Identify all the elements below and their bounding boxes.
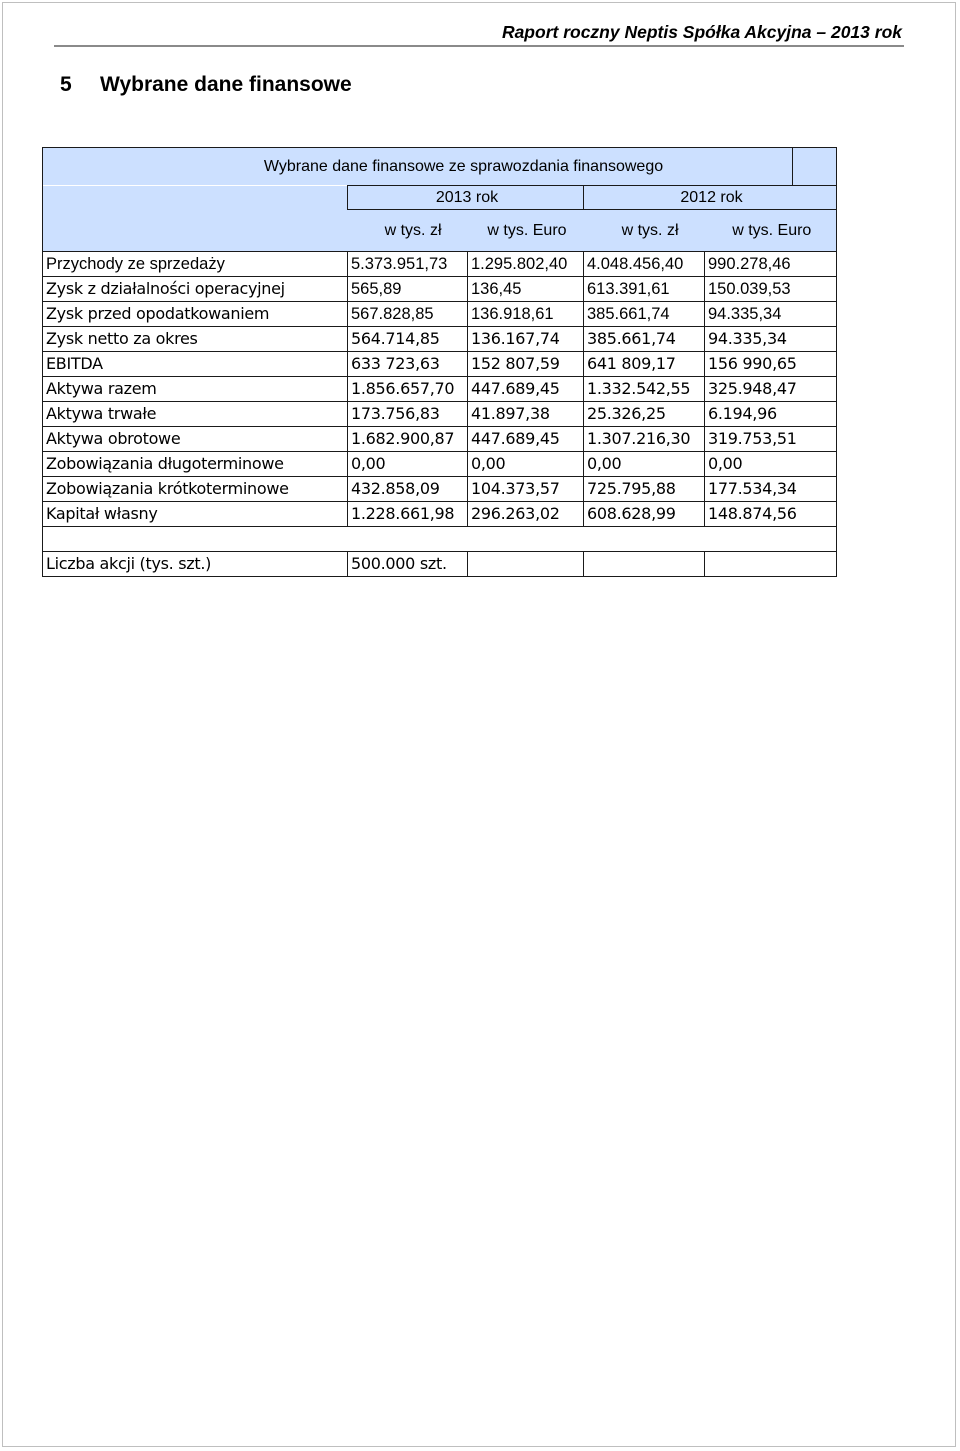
- table-cell: 173.756,83: [348, 402, 468, 427]
- table-corner-cell: [793, 148, 837, 186]
- table-cell: 565,89: [348, 277, 468, 302]
- row-label: Zysk netto za okres: [43, 327, 348, 352]
- shares-label: Liczba akcji (tys. szt.): [43, 552, 348, 577]
- row-label: Aktywa razem: [43, 377, 348, 402]
- spacer-row: [43, 527, 837, 552]
- table-cell: 325.948,47: [705, 377, 837, 402]
- unit-header: w tys. Euro: [705, 210, 837, 252]
- table-cell: 94.335,34: [705, 327, 837, 352]
- table-cell: 447.689,45: [468, 377, 584, 402]
- row-label: Zysk z działalności operacyjnej: [43, 277, 348, 302]
- table-cell: 319.753,51: [705, 427, 837, 452]
- table-cell: 608.628,99: [584, 502, 705, 527]
- table-cell: [584, 552, 705, 577]
- table-cell: 641 809,17: [584, 352, 705, 377]
- table-cell: 1.332.542,55: [584, 377, 705, 402]
- table-cell: 5.373.951,73: [348, 252, 468, 277]
- table-cell: 0,00: [348, 452, 468, 477]
- table-cell: 6.194,96: [705, 402, 837, 427]
- table-row: [43, 452, 837, 477]
- unit-header: w tys. zł: [584, 210, 705, 252]
- table-cell: 447.689,45: [468, 427, 584, 452]
- table-cell: 990.278,46: [705, 252, 837, 277]
- table-cell: 104.373,57: [468, 477, 584, 502]
- table-title-row: [43, 148, 837, 186]
- table-cell: 0,00: [584, 452, 705, 477]
- row-label: Zysk przed opodatkowaniem: [43, 302, 348, 327]
- table-cell: 177.534,34: [705, 477, 837, 502]
- table-cell: 725.795,88: [584, 477, 705, 502]
- table-cell: 1.856.657,70: [348, 377, 468, 402]
- row-label: Aktywa obrotowe: [43, 427, 348, 452]
- table-cell: [705, 552, 837, 577]
- table-cell: 385.661,74: [584, 327, 705, 352]
- table-cell: 152 807,59: [468, 352, 584, 377]
- table-row: [43, 477, 837, 502]
- table-row: [43, 402, 837, 427]
- table-cell: 136.918,61: [468, 302, 584, 327]
- table-cell: 613.391,61: [584, 277, 705, 302]
- table-cell: 0,00: [705, 452, 837, 477]
- table-cell: 94.335,34: [705, 302, 837, 327]
- unit-header: w tys. zł: [348, 210, 468, 252]
- table-cell: 4.048.456,40: [584, 252, 705, 277]
- table-cell: 567.828,85: [348, 302, 468, 327]
- row-label: Zobowiązania długoterminowe: [43, 452, 348, 477]
- table-cell: 150.039,53: [705, 277, 837, 302]
- shares-row: [43, 552, 837, 577]
- unit-header: w tys. Euro: [468, 210, 584, 252]
- shares-value: 500.000 szt.: [348, 552, 468, 577]
- table-cell: 564.714,85: [348, 327, 468, 352]
- section-number: 5: [60, 73, 72, 96]
- table-cell: [468, 552, 584, 577]
- running-header: Raport roczny Neptis Spółka Akcyjna – 2013 rok: [501, 22, 902, 42]
- table-cell: 296.263,02: [468, 502, 584, 527]
- table-title: Wybrane dane finansowe ze sprawozdania finansowego: [43, 148, 793, 186]
- section-title-text: Wybrane dane finansowe: [100, 73, 352, 96]
- table-cell: 0,00: [468, 452, 584, 477]
- table-cell: 1.228.661,98: [348, 502, 468, 527]
- table-row: [43, 252, 837, 277]
- table-row: [43, 352, 837, 377]
- table-cell: 136.167,74: [468, 327, 584, 352]
- table-row: [43, 377, 837, 402]
- table-row: [43, 502, 837, 527]
- table-cell: 432.858,09: [348, 477, 468, 502]
- table-unit-row: [43, 210, 837, 252]
- row-label: Aktywa trwałe: [43, 402, 348, 427]
- section-title: [60, 73, 352, 97]
- table-year-row: [43, 186, 837, 210]
- row-label: EBITDA: [43, 352, 348, 377]
- table-row: [43, 327, 837, 352]
- year-2012-header: 2012 rok: [584, 186, 837, 210]
- row-label: Zobowiązania krótkoterminowe: [43, 477, 348, 502]
- header-rule: [54, 45, 904, 47]
- table-cell: 25.326,25: [584, 402, 705, 427]
- table-cell: 633 723,63: [348, 352, 468, 377]
- table-cell: 1.682.900,87: [348, 427, 468, 452]
- table-row: [43, 427, 837, 452]
- table-cell: 136,45: [468, 277, 584, 302]
- table-cell: 1.307.216,30: [584, 427, 705, 452]
- row-label: Kapitał własny: [43, 502, 348, 527]
- year-2013-header: 2013 rok: [348, 186, 584, 210]
- table-cell: 156 990,65: [705, 352, 837, 377]
- table-row: [43, 302, 837, 327]
- table-row: [43, 277, 837, 302]
- table-cell: 148.874,56: [705, 502, 837, 527]
- table-cell: 41.897,38: [468, 402, 584, 427]
- financial-data-table: [42, 147, 837, 577]
- row-label: Przychody ze sprzedaży: [43, 252, 348, 277]
- table-cell: 385.661,74: [584, 302, 705, 327]
- table-cell: 1.295.802,40: [468, 252, 584, 277]
